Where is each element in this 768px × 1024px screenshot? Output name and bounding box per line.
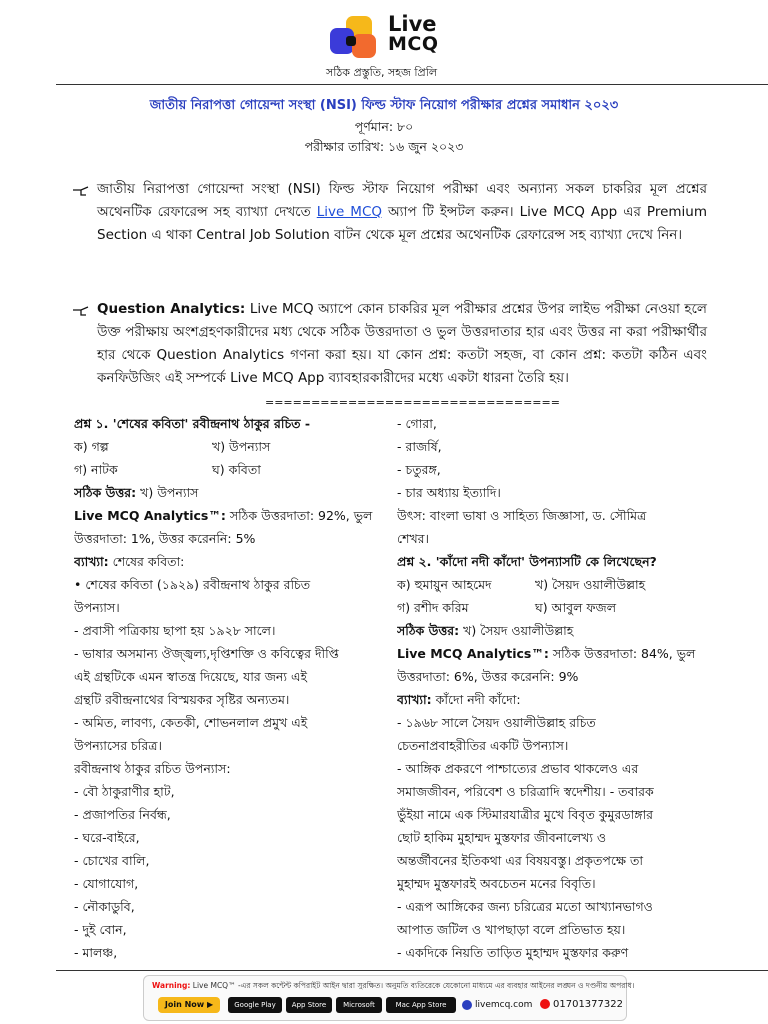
text-line: - গোরা, (397, 416, 437, 431)
option: খ) উপন্যাস (212, 439, 271, 454)
microsoft-store-badge[interactable]: Microsoft (336, 997, 382, 1013)
warning-text: Live MCQ™ -এর সকল কন্টেন্ট কপিরাইট আইন দ্বারা সুরক্ষিত। অনুমতি ব্যতিরেকে যেকোনো মাধ্যমে এর ব্যবহার আইনের লঙ্ঘন ও দণ্ডনীয় অপরাধ। (190, 981, 635, 990)
text-line: উৎস: বাংলা ভাষা ও সাহিত্য জিজ্ঞাসা, ড. সৌমিত্র (397, 508, 647, 523)
globe-icon (462, 1000, 472, 1010)
google-play-badge[interactable]: Google Play (228, 997, 282, 1013)
options-row (397, 573, 697, 596)
join-now-button[interactable]: Join Now ▶ (158, 997, 220, 1013)
full-marks: পূর্ণমান: ৮০ (354, 119, 414, 134)
analytics-value: সঠিক উত্তরদাতা: 92%, ভুল (225, 508, 373, 523)
answer-label: সঠিক উত্তর: (74, 485, 137, 500)
right-column (397, 412, 697, 964)
brand-line2: MCQ (388, 33, 439, 55)
header-divider (56, 84, 768, 85)
analytics-line-2: উত্তরদাতা: 6%, উত্তর করেননি: 9% (397, 669, 579, 684)
text-line: উপন্যাসের চরিত্র। (74, 738, 162, 753)
phone-number[interactable] (540, 997, 623, 1013)
text-line: - অমিত, লাবণ্য, কেতকী, শোভনলাল প্রমুখ এই (74, 715, 308, 730)
phone-text: 01701377322 (553, 999, 623, 1010)
footer-banner (143, 975, 635, 1021)
brand-tagline: সঠিক প্রস্তুতি, সহজ প্রিলি (326, 66, 438, 79)
brand-line1: Live (388, 12, 437, 36)
analytics-line (397, 642, 697, 665)
option: ক) গল্প (74, 439, 109, 454)
analytics-label: Question Analytics: (97, 301, 246, 317)
text-line: অন্তর্জীবনের ইতিকথা এর বিষয়বস্তু। প্রকৃতপক্ষে তা (397, 853, 643, 868)
logo[interactable] (324, 12, 464, 79)
explanation-label: ব্যাখ্যা: (74, 554, 109, 569)
left-column (74, 412, 374, 964)
section-divider: ================================ (265, 396, 560, 409)
text-line: - মালঞ্চ, (74, 945, 118, 960)
text-line: • শেষের কবিতা (১৯২৯) রবীন্দ্রনাথ ঠাকুর রচিত (74, 577, 311, 592)
pointing-hand-icon (72, 184, 90, 198)
analytics-label: Live MCQ Analytics™: (74, 508, 226, 523)
options-row (397, 596, 697, 619)
options-row (74, 458, 374, 481)
text-line: ভুঁইয়া নামে এক স্টিমারযাত্রীর মুখে বিবৃত কুমুরডাঙ্গার (397, 807, 653, 822)
text-line: উপন্যাস। (74, 600, 120, 615)
explanation-title: কাঁদো নদী কাঁদো: (431, 692, 521, 707)
text-line: - ভাষার অসমান্য ঔজ্জ্বল্য,দৃপ্তিশক্তি ও কবিত্বের দীপ্তি (74, 646, 339, 661)
doc-title: জাতীয় নিরাপত্তা গোয়েন্দা সংস্থা (NSI) ফিল্ড স্টাফ নিয়োগ পরীক্ষার প্রশ্নের সমাধান ২০২৩ (149, 98, 619, 113)
text-line: - প্রবাসী পত্রিকায় ছাপা হয় ১৯২৮ সালে। (74, 623, 276, 638)
intro-text-b: অ্যাপ টি ইন্সটল করুন। Live MCQ App এর Premium Section এ থাকা Central Job Solution বাটন থেকে মূল প্রশ্নের অথেনটিক রেফারেন্স সহ ব্যাখ্যা দেখে নিন। (97, 204, 707, 243)
analytics-line-2: উত্তরদাতা: 1%, উত্তর করেননি: 5% (74, 531, 256, 546)
text-line: শেখর। (397, 531, 430, 546)
option: ক) হুমায়ুন আহমেদ (397, 577, 492, 592)
explanation-title: শেষের কবিতা: (108, 554, 185, 569)
text-line: - দুই বোন, (74, 922, 127, 937)
explanation-head (397, 688, 697, 711)
text-line: - নৌকাডুবি, (74, 899, 135, 914)
mac-app-store-badge[interactable]: Mac App Store (386, 997, 456, 1013)
options-row (74, 435, 374, 458)
text-line: মুহাম্মদ মুস্তফারই অবচেতন মনের বিবৃতি। (397, 876, 596, 891)
text-line: সমাজজীবন, পরিবেশ ও চরিত্রাদি স্বদেশীয়। - তবারক (397, 784, 654, 799)
explanation-lines (74, 573, 374, 964)
explanation-head (74, 550, 374, 573)
answer-line (74, 481, 374, 504)
explanation-label: ব্যাখ্যা: (397, 692, 432, 707)
logo-mark-icon (328, 14, 380, 60)
app-store-badge[interactable]: App Store (286, 997, 332, 1013)
analytics-line (74, 504, 374, 527)
text-line: ছোট হাকিম মুহাম্মদ মুস্তফার জীবনালেখ্য ও (397, 830, 607, 845)
option: ঘ) আবুল ফজল (535, 600, 617, 615)
text-line: - ১৯৬৮ সালে সৈয়দ ওয়ালীউল্লাহ রচিত (397, 715, 596, 730)
text-line: আপাত জটিল ও খাপছাড়া বলে প্রতিভাত হয়। (397, 922, 626, 937)
live-mcq-link[interactable]: Live MCQ (316, 204, 382, 220)
analytics-paragraph (97, 298, 707, 390)
copyright-warning (152, 981, 634, 993)
pointing-hand-icon (72, 304, 90, 318)
text-line: - ঘরে-বাইরে, (74, 830, 140, 845)
analytics-text: Live MCQ অ্যাপে কোন চাকরির মূল পরীক্ষার প্রশ্নের উপর লাইভ পরীক্ষা নেওয়া হলে উক্ত পরীক্ষায় অংশগ্রহণকারীদের মধ্য থেকে সঠিক উত্তরদাতা ও ভুল উত্তরদাতার হার এবং উত্তর না করা পরীক্ষার্থীর হার থেকে Question Analytics গণনা করা হয়। যা কোন প্রশ্ন: কতটা সহজ, বা কোন প্রশ্ন: কতটা কঠিন এবং কনফিউজিং এই সম্পর্কে Live MCQ App ব্যাবহারকারীদের মধ্যে একটা ধারনা তৈরি হয়। (97, 301, 707, 386)
text-line: - যোগাযোগ, (74, 876, 139, 891)
explanation-lines (397, 711, 697, 964)
website-link[interactable] (462, 997, 532, 1013)
answer-value: খ) সৈয়দ ওয়ালীউল্লাহ (459, 623, 574, 638)
text-line: - এরূপ আঙ্গিকের জন্য চরিত্রের মতো আখ্যানভাগও (397, 899, 653, 914)
analytics-label: Live MCQ Analytics™: (397, 646, 549, 661)
option: গ) নাটক (74, 462, 118, 477)
text-line: - চার অধ্যায় ইত্যাদি। (397, 485, 501, 500)
option: গ) রশীদ করিম (397, 600, 469, 615)
text-line: - চোখের বালি, (74, 853, 150, 868)
text-line: - আঙ্গিক প্রকরণে পাশ্চাত্যের প্রভাব থাকলেও এর (397, 761, 639, 776)
exam-date: পরীক্ষার তারিখ: ১৬ জুন ২০২৩ (304, 139, 464, 154)
text-line: - একদিকে নিয়তি তাড়িত মুহাম্মদ মুস্তফার করুণ (397, 945, 629, 960)
text-line: - রাজর্ষি, (397, 439, 442, 454)
intro-text-a: জাতীয় নিরাপত্তা গোয়েন্দা সংস্থা (NSI) ফিল্ড স্টাফ নিয়োগ পরীক্ষা এবং অন্যান্য সকল চাকরির মূল প্রশ্নের অথেনটিক রেফারেন্স সহ ব্যাখ্যা দেখতে (97, 181, 707, 220)
header (0, 0, 768, 84)
warning-label: Warning: (152, 981, 191, 990)
option: খ) সৈয়দ ওয়ালীউল্লাহ (535, 577, 646, 592)
phone-icon (540, 999, 550, 1009)
continued-lines (397, 412, 697, 550)
text-line: চেতনাপ্রবাহরীতির একটি উপন্যাস। (397, 738, 569, 753)
answer-label: সঠিক উত্তর: (397, 623, 460, 638)
question-2: প্রশ্ন ২. 'কাঁদো নদী কাঁদো' উপন্যাসটি কে লিখেছেন? (397, 554, 657, 569)
text-line: - বৌ ঠাকুরাণীর হাট, (74, 784, 175, 799)
answer-line (397, 619, 697, 642)
text-line: - চতুরঙ্গ, (397, 462, 441, 477)
footer-divider (56, 970, 768, 971)
brand-name (388, 14, 439, 54)
website-text: livemcq.com (475, 1000, 533, 1010)
text-line: - প্রজাপতির নির্বন্ধ, (74, 807, 171, 822)
analytics-value: সঠিক উত্তরদাতা: 84%, ভুল (548, 646, 696, 661)
text-line: গ্রন্থটি রবীন্দ্রনাথের বিস্ময়কর সৃষ্টির অন্যতম। (74, 692, 290, 707)
answer-value: খ) উপন্যাস (136, 485, 199, 500)
intro-paragraph (97, 178, 707, 247)
text-line: এই গ্রন্থটিকে এমন স্বাতন্ত্র দিয়েছে, যার জন্য এই (74, 669, 308, 684)
text-line: রবীন্দ্রনাথ ঠাকুর রচিত উপন্যাস: (74, 761, 231, 776)
question-1: প্রশ্ন ১. 'শেষের কবিতা' রবীন্দ্রনাথ ঠাকুর রচিত - (74, 416, 311, 431)
option: ঘ) কবিতা (212, 462, 261, 477)
